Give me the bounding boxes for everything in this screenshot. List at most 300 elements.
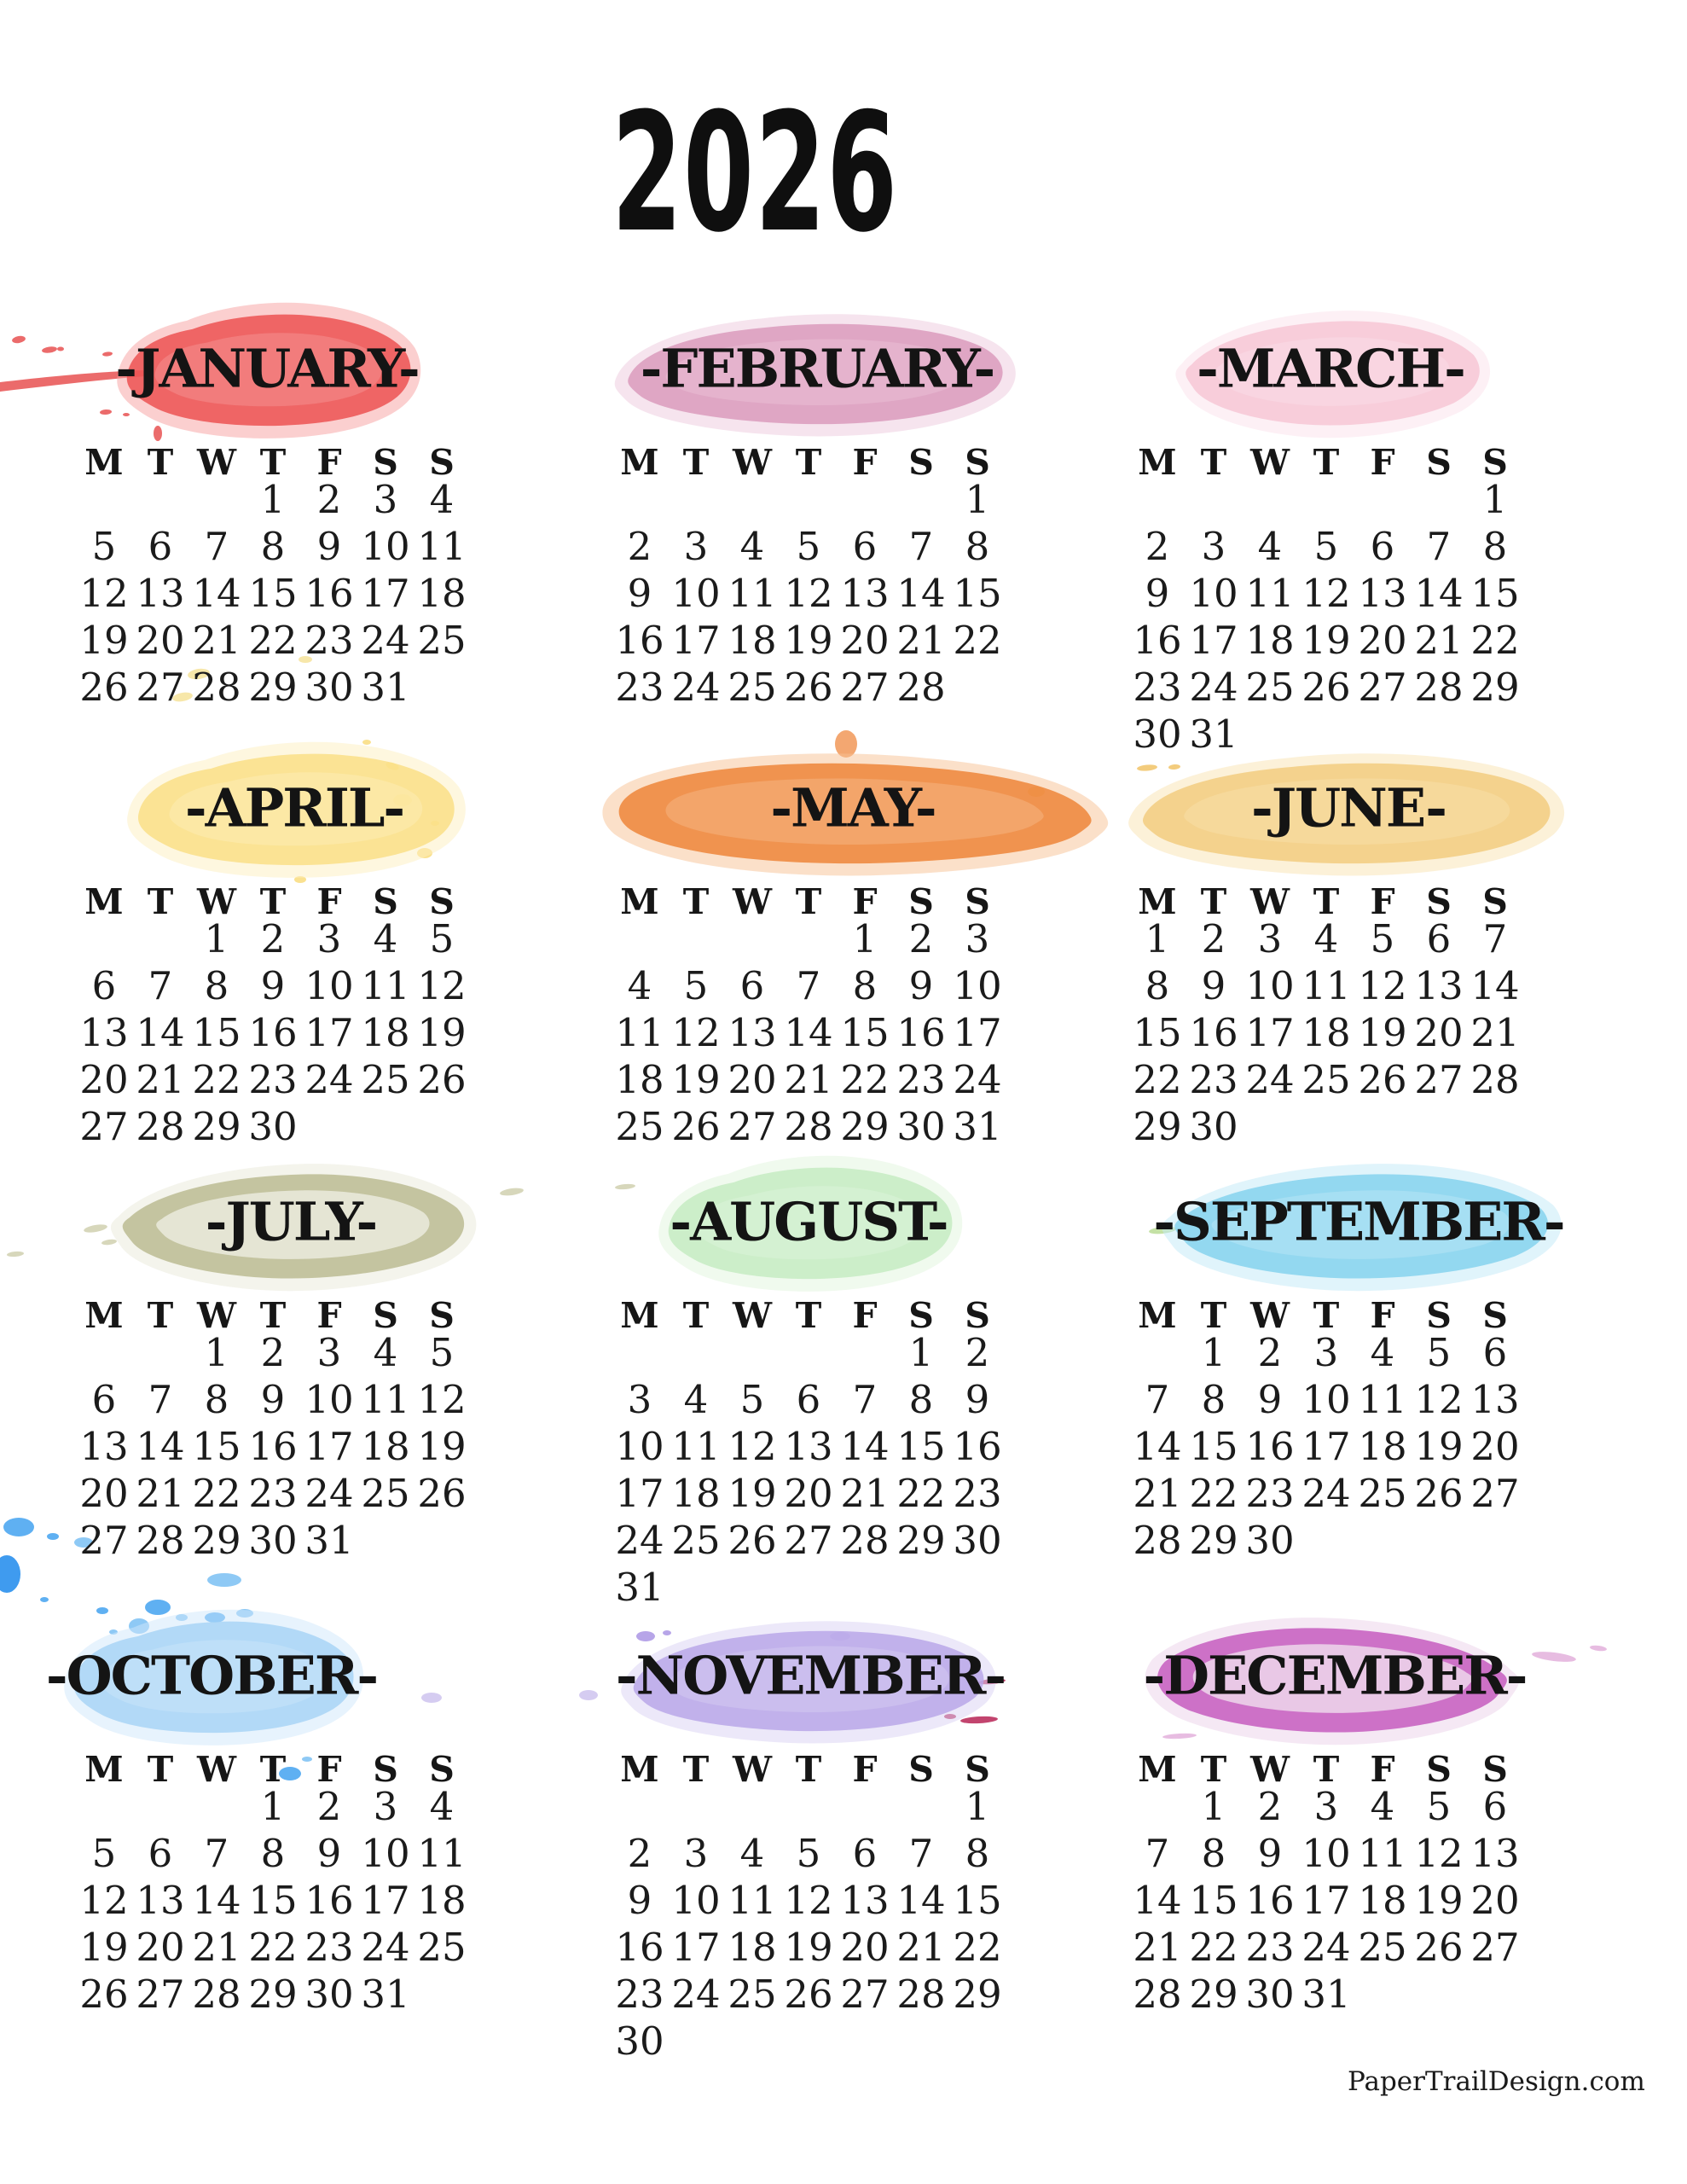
day-cell: 17 [304, 1424, 354, 1469]
day-cell: 27 [840, 1972, 890, 2017]
weekday-label: S [373, 881, 398, 922]
day-cell [1411, 476, 1467, 523]
day-cell: 24 [1245, 1057, 1295, 1102]
day-cell: 1 [1482, 477, 1508, 522]
day-cell: 19 [1414, 1424, 1464, 1469]
day-cell: 4 [683, 1377, 709, 1422]
day-cell: 3 [627, 1377, 652, 1422]
day-cell: 25 [728, 1972, 777, 2017]
page-title [0, 78, 1598, 269]
day-cell: 20 [1470, 1878, 1520, 1923]
weekday-label: T [259, 1749, 287, 1790]
month-block [1104, 282, 1633, 776]
day-cell: 17 [671, 618, 721, 663]
day-cell: 20 [840, 1925, 890, 1970]
day-cell: 9 [965, 1377, 990, 1422]
day-cell: 1 [204, 916, 229, 961]
day-cell: 30 [304, 1972, 354, 2017]
day-cell: 9 [316, 524, 342, 569]
day-cell: 26 [671, 1104, 721, 1149]
day-cell: 4 [627, 963, 652, 1008]
weekday-label: T [1200, 1295, 1227, 1336]
weekday-label: S [965, 1749, 990, 1790]
day-cell: 31 [1301, 1972, 1351, 2017]
day-cell: 2 [627, 524, 652, 569]
day-cell: 14 [1133, 1878, 1182, 1923]
weekday-label: W [732, 1295, 773, 1336]
day-grid [612, 476, 1006, 711]
month-header [128, 740, 461, 876]
day-cell: 18 [728, 618, 777, 663]
day-cell: 30 [304, 665, 354, 710]
day-cell: 26 [1414, 1925, 1464, 1970]
day-cell [132, 1783, 188, 1830]
day-cell: 15 [953, 571, 1002, 616]
day-cell: 2 [1145, 524, 1170, 569]
day-cell: 13 [1470, 1831, 1520, 1876]
day-cell: 12 [671, 1010, 721, 1055]
day-cell: 27 [79, 1104, 129, 1149]
day-cell: 29 [953, 1972, 1002, 2017]
day-cell: 17 [361, 1878, 410, 1923]
day-cell: 24 [1301, 1471, 1351, 1516]
day-cell: 3 [316, 1330, 342, 1375]
weekday-label: T [147, 442, 174, 483]
day-grid [76, 1783, 470, 2018]
day-cell: 15 [1470, 571, 1520, 616]
day-cell: 19 [784, 618, 833, 663]
day-cell: 10 [1301, 1831, 1351, 1876]
day-cell [76, 915, 132, 962]
day-cell [724, 476, 780, 523]
day-cell: 23 [1189, 1057, 1238, 1102]
weekday-label: F [1370, 1749, 1395, 1790]
weekday-label: T [1313, 1749, 1340, 1790]
day-cell: 29 [192, 1104, 241, 1149]
weekday-label: T [682, 442, 710, 483]
weekday-label: W [1249, 442, 1290, 483]
weekday-label: F [1370, 1295, 1395, 1336]
day-cell: 3 [965, 916, 990, 961]
month-block [45, 1589, 580, 2083]
day-cell: 28 [1414, 665, 1464, 710]
day-cell: 22 [248, 1925, 298, 1970]
day-cell: 14 [136, 1010, 185, 1055]
day-cell: 15 [248, 571, 298, 616]
day-cell: 18 [615, 1057, 664, 1102]
day-cell: 26 [784, 665, 833, 710]
day-cell: 1 [965, 477, 990, 522]
day-cell: 18 [1245, 618, 1295, 663]
day-cell: 11 [615, 1010, 664, 1055]
day-cell: 5 [1426, 1330, 1452, 1375]
day-cell: 20 [79, 1057, 129, 1102]
day-cell: 13 [1358, 571, 1407, 616]
day-cell: 25 [417, 1925, 467, 1970]
month-header [115, 300, 419, 437]
day-cell [780, 915, 837, 962]
day-cell: 17 [304, 1010, 354, 1055]
day-cell: 24 [671, 1972, 721, 2017]
day-cell: 27 [784, 1518, 833, 1563]
day-cell: 29 [1189, 1518, 1238, 1563]
day-cell: 25 [1358, 1925, 1407, 1970]
day-cell: 7 [148, 963, 173, 1008]
day-cell: 10 [1189, 571, 1238, 616]
day-cell [188, 476, 245, 523]
day-cell: 4 [1370, 1784, 1395, 1829]
day-cell: 25 [361, 1057, 410, 1102]
day-cell: 24 [1189, 665, 1238, 710]
day-cell: 28 [840, 1518, 890, 1563]
weekday-label: W [1249, 1749, 1290, 1790]
day-cell: 10 [615, 1424, 664, 1469]
day-cell: 6 [1370, 524, 1395, 569]
day-cell: 9 [627, 571, 652, 616]
day-cell: 2 [908, 916, 934, 961]
day-cell [1298, 1517, 1354, 1564]
day-cell: 8 [260, 1831, 286, 1876]
day-cell [76, 476, 132, 523]
day-cell: 16 [1189, 1010, 1238, 1055]
day-cell: 7 [1482, 916, 1508, 961]
weekday-label: S [908, 1295, 934, 1336]
day-cell: 29 [1189, 1972, 1238, 2017]
day-cell [1129, 476, 1186, 523]
day-cell: 28 [1470, 1057, 1520, 1102]
day-cell: 18 [1358, 1424, 1407, 1469]
day-cell: 14 [784, 1010, 833, 1055]
weekday-label: M [1138, 1295, 1177, 1336]
day-cell: 29 [248, 1972, 298, 2017]
day-cell [724, 1329, 780, 1376]
day-cell: 19 [728, 1471, 777, 1516]
weekday-label: W [196, 1295, 237, 1336]
day-cell: 3 [1313, 1330, 1339, 1375]
month-header [606, 740, 1100, 876]
day-cell: 25 [615, 1104, 664, 1149]
day-cell: 17 [1245, 1010, 1295, 1055]
day-cell: 2 [316, 477, 342, 522]
day-cell [132, 915, 188, 962]
day-grid [76, 915, 470, 1150]
day-cell: 23 [615, 1972, 664, 2017]
day-cell: 24 [953, 1057, 1002, 1102]
day-cell: 19 [1414, 1878, 1464, 1923]
day-cell: 1 [260, 477, 286, 522]
day-cell: 9 [1201, 963, 1226, 1008]
day-cell [1298, 476, 1354, 523]
day-cell: 12 [417, 963, 467, 1008]
day-cell: 22 [1470, 618, 1520, 663]
day-cell: 5 [429, 916, 455, 961]
day-cell: 9 [1145, 571, 1170, 616]
day-cell [893, 476, 949, 523]
day-cell: 15 [1133, 1010, 1182, 1055]
month-header [1135, 740, 1562, 876]
day-cell: 22 [953, 1925, 1002, 1970]
day-cell: 19 [784, 1925, 833, 1970]
weekday-label: T [795, 1295, 822, 1336]
day-cell: 23 [248, 1057, 298, 1102]
day-cell: 27 [1414, 1057, 1464, 1102]
day-cell: 10 [671, 1878, 721, 1923]
day-cell: 31 [1189, 712, 1238, 757]
day-cell: 8 [1145, 963, 1170, 1008]
day-cell: 28 [1133, 1518, 1182, 1563]
day-cell [612, 1329, 668, 1376]
day-cell: 23 [615, 665, 664, 710]
day-cell: 1 [1201, 1330, 1226, 1375]
day-cell: 7 [204, 524, 229, 569]
day-cell: 25 [417, 618, 467, 663]
weekday-label: W [196, 881, 237, 922]
day-cell: 21 [192, 1925, 241, 1970]
day-cell: 30 [1245, 1518, 1295, 1563]
day-cell: 31 [304, 1518, 354, 1563]
day-cell: 19 [79, 1925, 129, 1970]
day-cell: 23 [1245, 1925, 1295, 1970]
day-cell: 26 [79, 665, 129, 710]
day-cell: 13 [1470, 1377, 1520, 1422]
day-cell: 14 [1470, 963, 1520, 1008]
month-name: -JULY- [205, 1190, 377, 1253]
day-cell: 15 [953, 1878, 1002, 1923]
footer-credit: PaperTrailDesign.com [1348, 2066, 1645, 2097]
day-cell: 8 [908, 1377, 934, 1422]
day-cell: 19 [417, 1010, 467, 1055]
day-cell: 30 [953, 1518, 1002, 1563]
day-cell: 26 [728, 1518, 777, 1563]
weekday-label: F [316, 1749, 342, 1790]
month-header [615, 1607, 1006, 1744]
day-cell: 8 [852, 963, 878, 1008]
day-cell: 5 [1426, 1784, 1452, 1829]
month-block [587, 1135, 1116, 1629]
day-cell: 13 [136, 1878, 185, 1923]
day-cell: 2 [260, 1330, 286, 1375]
day-cell: 13 [79, 1424, 129, 1469]
day-cell: 21 [840, 1471, 890, 1516]
day-cell: 11 [361, 963, 410, 1008]
day-cell: 23 [953, 1471, 1002, 1516]
day-cell [414, 1517, 470, 1564]
day-cell: 21 [896, 618, 946, 663]
day-cell: 20 [136, 618, 185, 663]
day-cell: 1 [1145, 916, 1170, 961]
day-cell: 8 [965, 524, 990, 569]
day-cell: 20 [840, 618, 890, 663]
weekday-label: M [620, 1749, 659, 1790]
day-cell: 2 [1257, 1784, 1283, 1829]
month-block [587, 1589, 1116, 2083]
day-cell: 22 [1133, 1057, 1182, 1102]
day-cell: 14 [840, 1424, 890, 1469]
day-cell: 27 [840, 665, 890, 710]
day-cell: 25 [671, 1518, 721, 1563]
day-cell: 21 [1414, 618, 1464, 663]
day-cell: 13 [840, 1878, 890, 1923]
day-cell: 12 [1414, 1377, 1464, 1422]
day-cell: 5 [91, 524, 117, 569]
day-cell [949, 664, 1006, 711]
day-cell: 13 [728, 1010, 777, 1055]
weekday-label: M [620, 1295, 659, 1336]
day-cell: 18 [1358, 1878, 1407, 1923]
day-cell: 14 [896, 1878, 946, 1923]
day-cell: 7 [1145, 1377, 1170, 1422]
weekday-label: S [908, 1749, 934, 1790]
weekday-label: M [84, 442, 124, 483]
day-cell [612, 1783, 668, 1830]
day-cell: 26 [417, 1057, 467, 1102]
day-cell: 28 [192, 1972, 241, 2017]
day-cell [76, 1783, 132, 1830]
weekday-label: F [316, 881, 342, 922]
day-cell: 30 [615, 2018, 664, 2064]
day-cell: 6 [91, 963, 117, 1008]
month-header [1143, 1607, 1527, 1744]
day-cell: 20 [136, 1925, 185, 1970]
weekday-label: M [84, 1295, 124, 1336]
day-cell: 10 [304, 963, 354, 1008]
day-cell: 15 [896, 1424, 946, 1469]
day-cell: 30 [248, 1518, 298, 1563]
day-cell: 27 [136, 665, 185, 710]
day-cell: 9 [1257, 1831, 1283, 1876]
day-cell: 23 [304, 618, 354, 663]
day-cell: 23 [248, 1471, 298, 1516]
weekday-label: S [1426, 1295, 1452, 1336]
day-cell: 22 [192, 1471, 241, 1516]
day-cell: 9 [627, 1878, 652, 1923]
month-name: -MARCH- [1197, 337, 1464, 400]
weekday-label: S [1426, 442, 1452, 483]
day-cell: 12 [784, 571, 833, 616]
day-cell [837, 1329, 893, 1376]
day-cell: 1 [852, 916, 878, 961]
day-cell: 6 [1482, 1784, 1508, 1829]
weekday-label: S [373, 442, 398, 483]
day-cell [724, 2018, 780, 2065]
day-cell [780, 476, 837, 523]
day-cell: 24 [361, 1925, 410, 1970]
weekday-label: T [795, 1749, 822, 1790]
weekday-label: T [147, 1749, 174, 1790]
day-cell: 15 [192, 1424, 241, 1469]
day-cell: 29 [896, 1518, 946, 1563]
day-cell: 9 [1257, 1377, 1283, 1422]
day-cell: 26 [1414, 1471, 1464, 1516]
day-cell: 5 [683, 963, 709, 1008]
day-cell: 1 [260, 1784, 286, 1829]
month-block [1104, 1589, 1633, 2083]
day-cell: 26 [1358, 1057, 1407, 1102]
day-cell: 12 [728, 1424, 777, 1469]
day-cell: 10 [953, 963, 1002, 1008]
month-name: -JANUARY- [115, 337, 419, 400]
day-cell: 7 [1145, 1831, 1170, 1876]
day-cell: 15 [1189, 1424, 1238, 1469]
weekday-label: M [1138, 1749, 1177, 1790]
day-cell: 21 [136, 1471, 185, 1516]
weekday-label: F [852, 1749, 878, 1790]
day-cell: 9 [908, 963, 934, 1008]
weekday-label: M [84, 1749, 124, 1790]
day-cell: 19 [1358, 1010, 1407, 1055]
day-cell: 11 [1358, 1831, 1407, 1876]
day-cell: 13 [79, 1010, 129, 1055]
weekday-label: M [84, 881, 124, 922]
day-cell: 23 [304, 1925, 354, 1970]
day-cell: 28 [784, 1104, 833, 1149]
day-cell [949, 2018, 1006, 2065]
weekday-label: T [1200, 881, 1227, 922]
weekday-label: W [732, 881, 773, 922]
day-cell: 12 [79, 1878, 129, 1923]
month-header [659, 1153, 958, 1290]
day-cell: 29 [1470, 665, 1520, 710]
month-block [51, 1135, 580, 1629]
day-cell [837, 2018, 893, 2065]
day-cell: 29 [840, 1104, 890, 1149]
day-cell: 5 [429, 1330, 455, 1375]
day-cell: 10 [361, 1831, 410, 1876]
day-cell: 11 [728, 1878, 777, 1923]
day-cell: 7 [796, 963, 821, 1008]
day-cell: 4 [373, 916, 398, 961]
day-cell: 17 [671, 1925, 721, 1970]
day-cell: 22 [896, 1471, 946, 1516]
weekday-label: T [259, 442, 287, 483]
weekday-label: S [373, 1295, 398, 1336]
day-cell: 19 [671, 1057, 721, 1102]
day-cell: 8 [1201, 1831, 1226, 1876]
day-cell: 24 [304, 1057, 354, 1102]
day-cell: 10 [1301, 1377, 1351, 1422]
day-cell: 2 [260, 916, 286, 961]
day-cell: 2 [627, 1831, 652, 1876]
day-cell: 31 [361, 1972, 410, 2017]
day-cell: 29 [248, 665, 298, 710]
day-cell: 8 [204, 963, 229, 1008]
weekday-label: F [1370, 881, 1395, 922]
day-cell: 18 [728, 1925, 777, 1970]
day-cell: 15 [840, 1010, 890, 1055]
day-cell: 11 [361, 1377, 410, 1422]
day-cell: 24 [671, 665, 721, 710]
day-cell: 22 [192, 1057, 241, 1102]
month-header [45, 1607, 378, 1744]
day-cell: 28 [136, 1518, 185, 1563]
day-cell: 7 [908, 524, 934, 569]
day-cell: 13 [1414, 963, 1464, 1008]
month-name: -JUNE- [1251, 776, 1446, 839]
day-cell [668, 1329, 724, 1376]
day-cell: 12 [1358, 963, 1407, 1008]
weekday-label: F [1370, 442, 1395, 483]
day-cell: 24 [361, 618, 410, 663]
day-cell: 21 [784, 1057, 833, 1102]
day-cell: 17 [1301, 1424, 1351, 1469]
day-cell: 19 [1301, 618, 1351, 663]
day-cell: 9 [260, 1377, 286, 1422]
day-cell: 14 [192, 571, 241, 616]
day-cell: 28 [896, 665, 946, 710]
day-cell: 19 [417, 1424, 467, 1469]
weekday-label: F [316, 442, 342, 483]
day-cell: 5 [1313, 524, 1339, 569]
